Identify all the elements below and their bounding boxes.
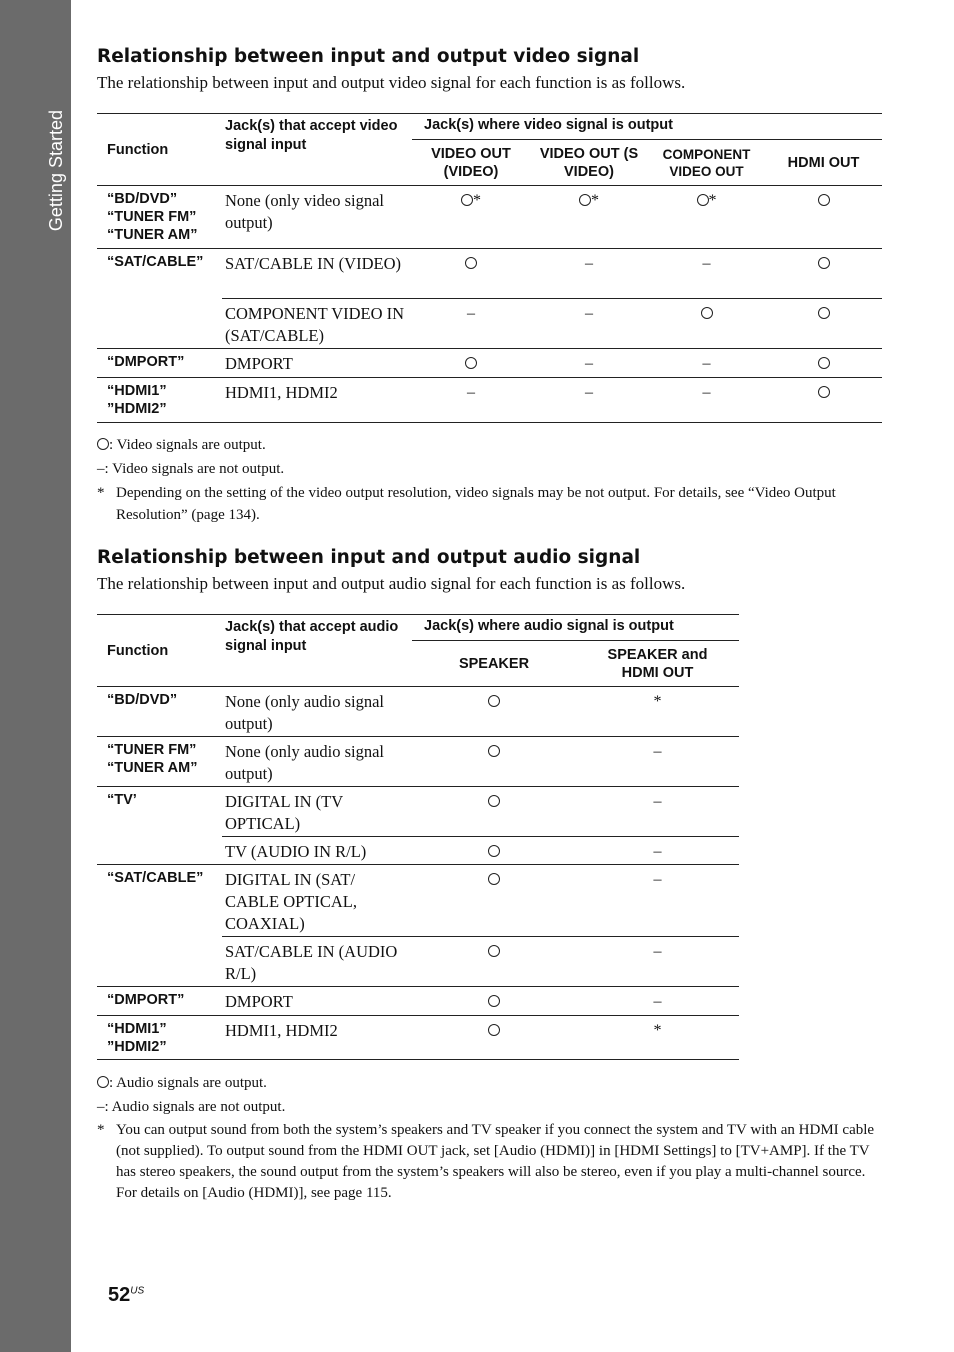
row-input: DMPORT bbox=[222, 987, 412, 1016]
header-component-out: COMPONENT VIDEO OUT bbox=[648, 140, 765, 186]
row-mark bbox=[412, 1016, 576, 1060]
row-input: DIGITAL IN (SAT/ CABLE OPTICAL, COAXIAL) bbox=[222, 865, 412, 937]
row-mark bbox=[412, 837, 576, 865]
row-function bbox=[97, 249, 222, 349]
row-mark bbox=[412, 378, 530, 423]
circle-icon bbox=[818, 257, 830, 269]
audio-header-speaker-hdmi: SPEAKER and HDMI OUT bbox=[576, 641, 739, 687]
table-row bbox=[97, 987, 739, 1016]
circle-icon bbox=[579, 194, 591, 206]
circle-icon bbox=[488, 873, 500, 885]
circle-icon bbox=[701, 307, 713, 319]
mark-text: * bbox=[653, 1022, 662, 1039]
circle-icon bbox=[465, 357, 477, 369]
mark-suffix: * bbox=[708, 192, 717, 209]
row-mark bbox=[576, 865, 739, 937]
row-mark bbox=[412, 186, 530, 249]
circle-icon bbox=[818, 307, 830, 319]
side-tab bbox=[0, 0, 71, 1352]
mark-suffix: * bbox=[591, 192, 599, 209]
row-mark bbox=[648, 186, 765, 249]
row-mark bbox=[648, 349, 765, 378]
function-label: “HDMI1” bbox=[107, 383, 167, 399]
row-mark bbox=[412, 249, 530, 299]
row-mark bbox=[530, 378, 648, 423]
function-label: “TUNER AM” bbox=[107, 760, 198, 776]
row-function bbox=[97, 378, 222, 423]
circle-icon bbox=[818, 386, 830, 398]
function-label: “DMPORT” bbox=[107, 992, 185, 1008]
function-label: “SAT/CABLE” bbox=[107, 254, 204, 270]
row-mark bbox=[765, 378, 882, 423]
circle-icon bbox=[488, 845, 500, 857]
side-tab-label: Getting Started bbox=[46, 110, 66, 232]
row-function bbox=[97, 349, 222, 378]
table-row bbox=[97, 186, 882, 249]
row-mark bbox=[576, 737, 739, 787]
row-mark bbox=[412, 987, 576, 1016]
circle-icon bbox=[488, 995, 500, 1007]
row-function bbox=[97, 787, 222, 865]
header-function: Function bbox=[97, 114, 222, 186]
circle-icon bbox=[488, 795, 500, 807]
mark-text: – bbox=[702, 355, 711, 372]
audio-header-input: Jack(s) that accept audio signal input bbox=[222, 615, 412, 687]
circle-icon bbox=[488, 695, 500, 707]
audio-legend-not: –: Audio signals are not output. bbox=[97, 1099, 286, 1115]
video-legend-output: : Video signals are output. bbox=[97, 434, 887, 456]
row-mark bbox=[648, 299, 765, 349]
row-function bbox=[97, 687, 222, 737]
function-label: “BD/DVD” bbox=[107, 692, 178, 708]
row-function bbox=[97, 1016, 222, 1060]
row-mark bbox=[576, 1016, 739, 1060]
table-row bbox=[97, 687, 739, 737]
circle-icon bbox=[97, 438, 109, 450]
circle-icon bbox=[488, 945, 500, 957]
function-label: “HDMI1” bbox=[107, 1021, 167, 1037]
function-label: “TUNER FM” bbox=[107, 209, 197, 225]
row-input: HDMI1, HDMI2 bbox=[222, 378, 412, 423]
table-row bbox=[97, 378, 882, 423]
header-hdmi-out: HDMI OUT bbox=[765, 140, 882, 186]
mark-text: – bbox=[585, 384, 593, 401]
row-input: None (only audio signal output) bbox=[222, 687, 412, 737]
circle-icon bbox=[97, 1076, 109, 1088]
row-mark bbox=[412, 937, 576, 987]
function-label: “SAT/CABLE” bbox=[107, 870, 204, 886]
row-mark bbox=[530, 299, 648, 349]
function-label: “TV’ bbox=[107, 792, 137, 808]
mark-text: * bbox=[653, 693, 662, 710]
header-s-video-out: VIDEO OUT (S VIDEO) bbox=[530, 140, 648, 186]
table-row bbox=[97, 349, 882, 378]
circle-icon bbox=[461, 194, 473, 206]
row-mark bbox=[576, 987, 739, 1016]
audio-legend-output: : Audio signals are output. bbox=[97, 1072, 887, 1094]
audio-header-output-group: Jack(s) where audio signal is output bbox=[412, 615, 739, 641]
video-legend-not: –: Video signals are not output. bbox=[97, 461, 285, 477]
mark-text: – bbox=[653, 993, 662, 1010]
row-input: HDMI1, HDMI2 bbox=[222, 1016, 412, 1060]
circle-icon bbox=[818, 357, 830, 369]
table-row bbox=[97, 787, 739, 837]
circle-icon bbox=[465, 257, 477, 269]
row-mark bbox=[576, 937, 739, 987]
function-label: “DMPORT” bbox=[107, 354, 185, 370]
video-intro: The relationship between input and output video signal for each function is as follows. bbox=[97, 73, 686, 92]
mark-text: – bbox=[467, 305, 475, 322]
row-input: SAT/CABLE IN (AUDIO R/L) bbox=[222, 937, 412, 987]
row-function bbox=[97, 186, 222, 249]
table-row bbox=[97, 737, 739, 787]
audio-footnote: * You can output sound from both the system’s speakers and TV speaker if you connect the system and TV with an HDMI cable (not supplied). To output sound from the HDMI OUT jack, set [Audio (HDMI)] in [HDMI Settings] to [TV+AMP]. If the TV has stereo speakers, the sound output from the system’s speakers will also be stereo, even if you play a multi-channel source. For details on [Audio (HDMI)], see page 115. bbox=[97, 1122, 875, 1201]
row-mark bbox=[530, 349, 648, 378]
row-mark bbox=[412, 299, 530, 349]
header-video-out: VIDEO OUT (VIDEO) bbox=[412, 140, 530, 186]
row-mark bbox=[765, 299, 882, 349]
row-mark bbox=[412, 787, 576, 837]
mark-text: – bbox=[585, 255, 593, 272]
row-input: DIGITAL IN (TV OPTICAL) bbox=[222, 787, 412, 837]
mark-text: – bbox=[653, 793, 662, 810]
row-mark bbox=[765, 249, 882, 299]
row-input: TV (AUDIO IN R/L) bbox=[222, 837, 412, 865]
table-row bbox=[97, 865, 739, 937]
video-footnote: * Depending on the setting of the video output resolution, video signals may be not output. For details, see “Video Output Resolution” (page 134). bbox=[97, 485, 836, 523]
circle-icon bbox=[488, 1024, 500, 1036]
table-row bbox=[97, 1016, 739, 1060]
circle-icon bbox=[818, 194, 830, 206]
mark-text: – bbox=[467, 384, 475, 401]
row-mark bbox=[412, 865, 576, 937]
mark-text: – bbox=[585, 355, 593, 372]
row-mark bbox=[530, 249, 648, 299]
row-mark bbox=[648, 249, 765, 299]
row-mark bbox=[576, 787, 739, 837]
row-input: SAT/CABLE IN (VIDEO) bbox=[222, 249, 412, 299]
row-mark bbox=[412, 687, 576, 737]
page-number: $52^{US}$ bbox=[108, 1284, 145, 1306]
video-signal-table bbox=[97, 113, 882, 423]
function-label: ”HDMI2” bbox=[107, 401, 167, 417]
header-output-group: Jack(s) where video signal is output bbox=[412, 114, 882, 140]
row-input: None (only audio signal output) bbox=[222, 737, 412, 787]
row-mark bbox=[765, 349, 882, 378]
video-notes bbox=[97, 434, 887, 528]
row-mark bbox=[530, 186, 648, 249]
row-function bbox=[97, 987, 222, 1016]
mark-text: – bbox=[653, 843, 662, 860]
audio-intro: The relationship between input and output audio signal for each function is as follows. bbox=[97, 574, 686, 593]
audio-header-function: Function bbox=[97, 615, 222, 687]
row-input: COMPONENT VIDEO IN (SAT/CABLE) bbox=[222, 299, 412, 349]
mark-text: – bbox=[702, 384, 711, 401]
row-mark bbox=[576, 687, 739, 737]
audio-header-speaker: SPEAKER bbox=[412, 641, 576, 687]
row-mark bbox=[412, 737, 576, 787]
mark-text: – bbox=[653, 871, 662, 888]
row-mark bbox=[648, 378, 765, 423]
mark-text: – bbox=[585, 305, 593, 322]
video-section-title: Relationship between input and output video signal bbox=[97, 46, 640, 67]
row-mark bbox=[412, 349, 530, 378]
function-label: “TUNER AM” bbox=[107, 227, 198, 243]
row-mark bbox=[765, 186, 882, 249]
function-label: ”HDMI2” bbox=[107, 1039, 167, 1055]
table-row bbox=[97, 249, 882, 299]
row-function bbox=[97, 865, 222, 987]
mark-text: – bbox=[653, 943, 662, 960]
mark-text: – bbox=[702, 255, 711, 272]
circle-icon bbox=[488, 745, 500, 757]
function-label: “TUNER FM” bbox=[107, 742, 197, 758]
row-input: None (only video signal output) bbox=[222, 186, 412, 249]
header-input: Jack(s) that accept video signal input bbox=[222, 114, 412, 186]
circle-icon bbox=[697, 194, 709, 206]
function-label: “BD/DVD” bbox=[107, 191, 178, 207]
audio-section-title: Relationship between input and output audio signal bbox=[97, 547, 641, 568]
audio-signal-table bbox=[97, 614, 739, 1060]
row-mark bbox=[576, 837, 739, 865]
mark-text: – bbox=[653, 743, 662, 760]
row-function bbox=[97, 737, 222, 787]
mark-suffix: * bbox=[473, 192, 481, 209]
audio-notes bbox=[97, 1072, 887, 1206]
row-input: DMPORT bbox=[222, 349, 412, 378]
